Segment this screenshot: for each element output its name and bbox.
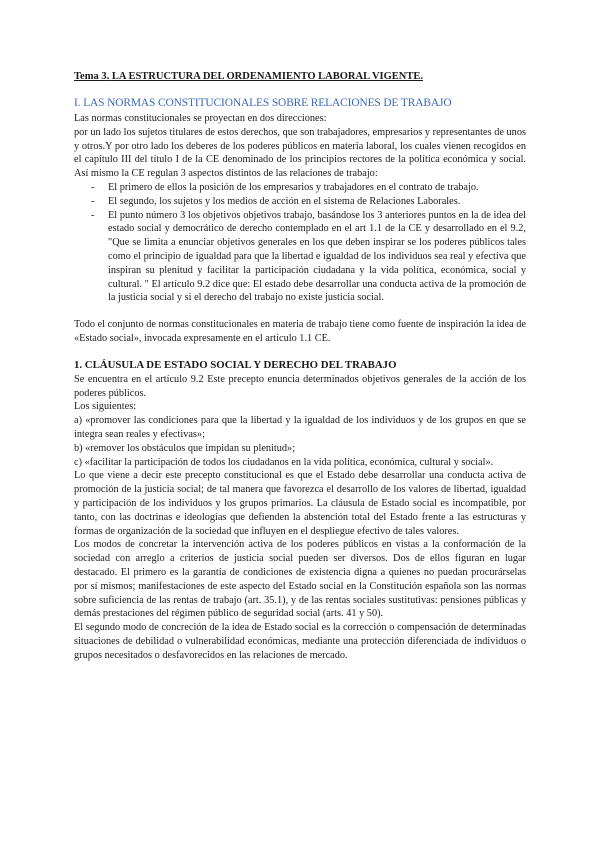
list-item: - El segundo, los sujetos y los medios de acción en el sistema de Relaciones Laborales. xyxy=(91,195,461,207)
paragraph: Lo que viene a decir este precepto constitucional es que el Estado debe desarrollar una conducta activa de promoción de la justicia social; de tal manera que favorezca el desarrollo de los valores de libertad, igualdad y participación de los individuos y los grupos primarios. La cláusula de Estado social es incompatible, por tanto, con las doctrinas e ideologías que defienden la abstención total del Estado frente a las estructuras y formas de organización de la sociedad que influyen en el despliegue efectivo de tales valores. xyxy=(74,470,526,537)
section-heading-normas: I. LAS NORMAS CONSTITUCIONALES SOBRE RELACIONES DE TRABAJO xyxy=(74,97,452,109)
enumerated-item-a: a) «promover las condiciones para que la libertad y la igualdad de los individuos y de los grupos en que se integra sean reales y efectivas»; xyxy=(74,415,526,440)
paragraph: Se encuentra en el artículo 9.2 Este precepto enuncia determinados objetivos generales de la acción de los poderes públicos. xyxy=(74,373,526,399)
spacer xyxy=(74,346,526,358)
section-heading-clausula: 1. CLÁUSULA DE ESTADO SOCIAL Y DERECHO DEL TRABAJO xyxy=(74,358,397,371)
spacer xyxy=(74,305,526,318)
document-body xyxy=(74,70,526,662)
paragraph: por un lado los sujetos titulares de estos derechos, que son trabajadores, empresarios y representantes de unos y otros.Y por otro lado los deberes de los poderes públicos en materia laboral, los cuales vienen recogidos en el capítulo III del título I de la CE denominado de los principios rectores de la política económica y social. Así mismo la CE regulan 3 aspectos distintos de las relaciones de trabajo: xyxy=(74,126,526,180)
paragraph: Todo el conjunto de normas constitucionales en materia de trabajo tiene como fuente de inspiración la idea de «Estado social», invocada expresamente en el artículo 1.1 CE. xyxy=(74,319,526,344)
list-item: - El primero de ellos la posición de los empresarios y trabajadores en el contrato de trabajo. xyxy=(91,181,479,193)
list-item: - El punto número 3 los objetivos objetivos trabajo, basándose los 3 anteriores puntos en la de idea del estado social y democrático de derecho contemplado en el art 1.1 de la CE y desarrollado en el 9.2, "Que se limita a enunciar objetivos generales en los que deben inspirar se los poderes públicos tales como el principio de igualdad para que la libertad e igualdad de los individuos sea real y efectiva que inspiran su plenitud y facilitar la participación ciudadana y la vida política, económica, social y cultural. " El artículo 9.2 dice que: El estado debe desarrollar una conducta activa de la promoción de la justicia social y si el derecho del trabajo no existe justicia social. xyxy=(91,209,526,304)
paragraph: Los siguientes: xyxy=(74,401,137,413)
enumerated-item-b: b) «remover los obstáculos que impidan su plenitud»; xyxy=(74,442,296,454)
dash-list xyxy=(74,181,526,305)
paragraph: Las normas constitucionales se proyectan en dos direcciones: xyxy=(74,113,327,124)
dash-bullet: - xyxy=(91,181,95,193)
paragraph: El segundo modo de concreción de la idea de Estado social es la corrección o compensación de determinadas situaciones de debilidad o vulnerabilidad económicas, mediante una protección diferenciada de individuos o grupos necesitados o desfavorecidos en las relaciones de mercado. xyxy=(74,622,526,661)
title-prefix: Tema 3. xyxy=(74,71,110,82)
dash-bullet: - xyxy=(91,209,95,221)
enumerated-item-c: c) «facilitar la participación de todos los ciudadanos en la vida política, económica, cultural y social». xyxy=(74,456,494,468)
document-title xyxy=(74,70,526,84)
paragraph: Los modos de concretar la intervención activa de los poderes públicos en vistas a la conformación de la sociedad con arreglo a criterios de justicia social pueden ser diversos. Dos de ellos figuran en lugar destacado. El primero es la garantía de condiciones de existencia digna a quienes no puedan procurárselas por sí mismos; manifestaciones de este aspecto del Estado social en la Constitución española son las normas sobre suficiencia de las rentas de trabajo (art. 35.1), y de las rentas sociales sustitutivas: pensiones públicas y demás prestaciones del régimen público de seguridad social (arts. 41 y 50). xyxy=(74,539,526,620)
title-rest: LA ESTRUCTURA DEL ORDENAMIENTO LABORAL VIGENTE. xyxy=(109,71,424,82)
dash-bullet: - xyxy=(91,195,95,207)
